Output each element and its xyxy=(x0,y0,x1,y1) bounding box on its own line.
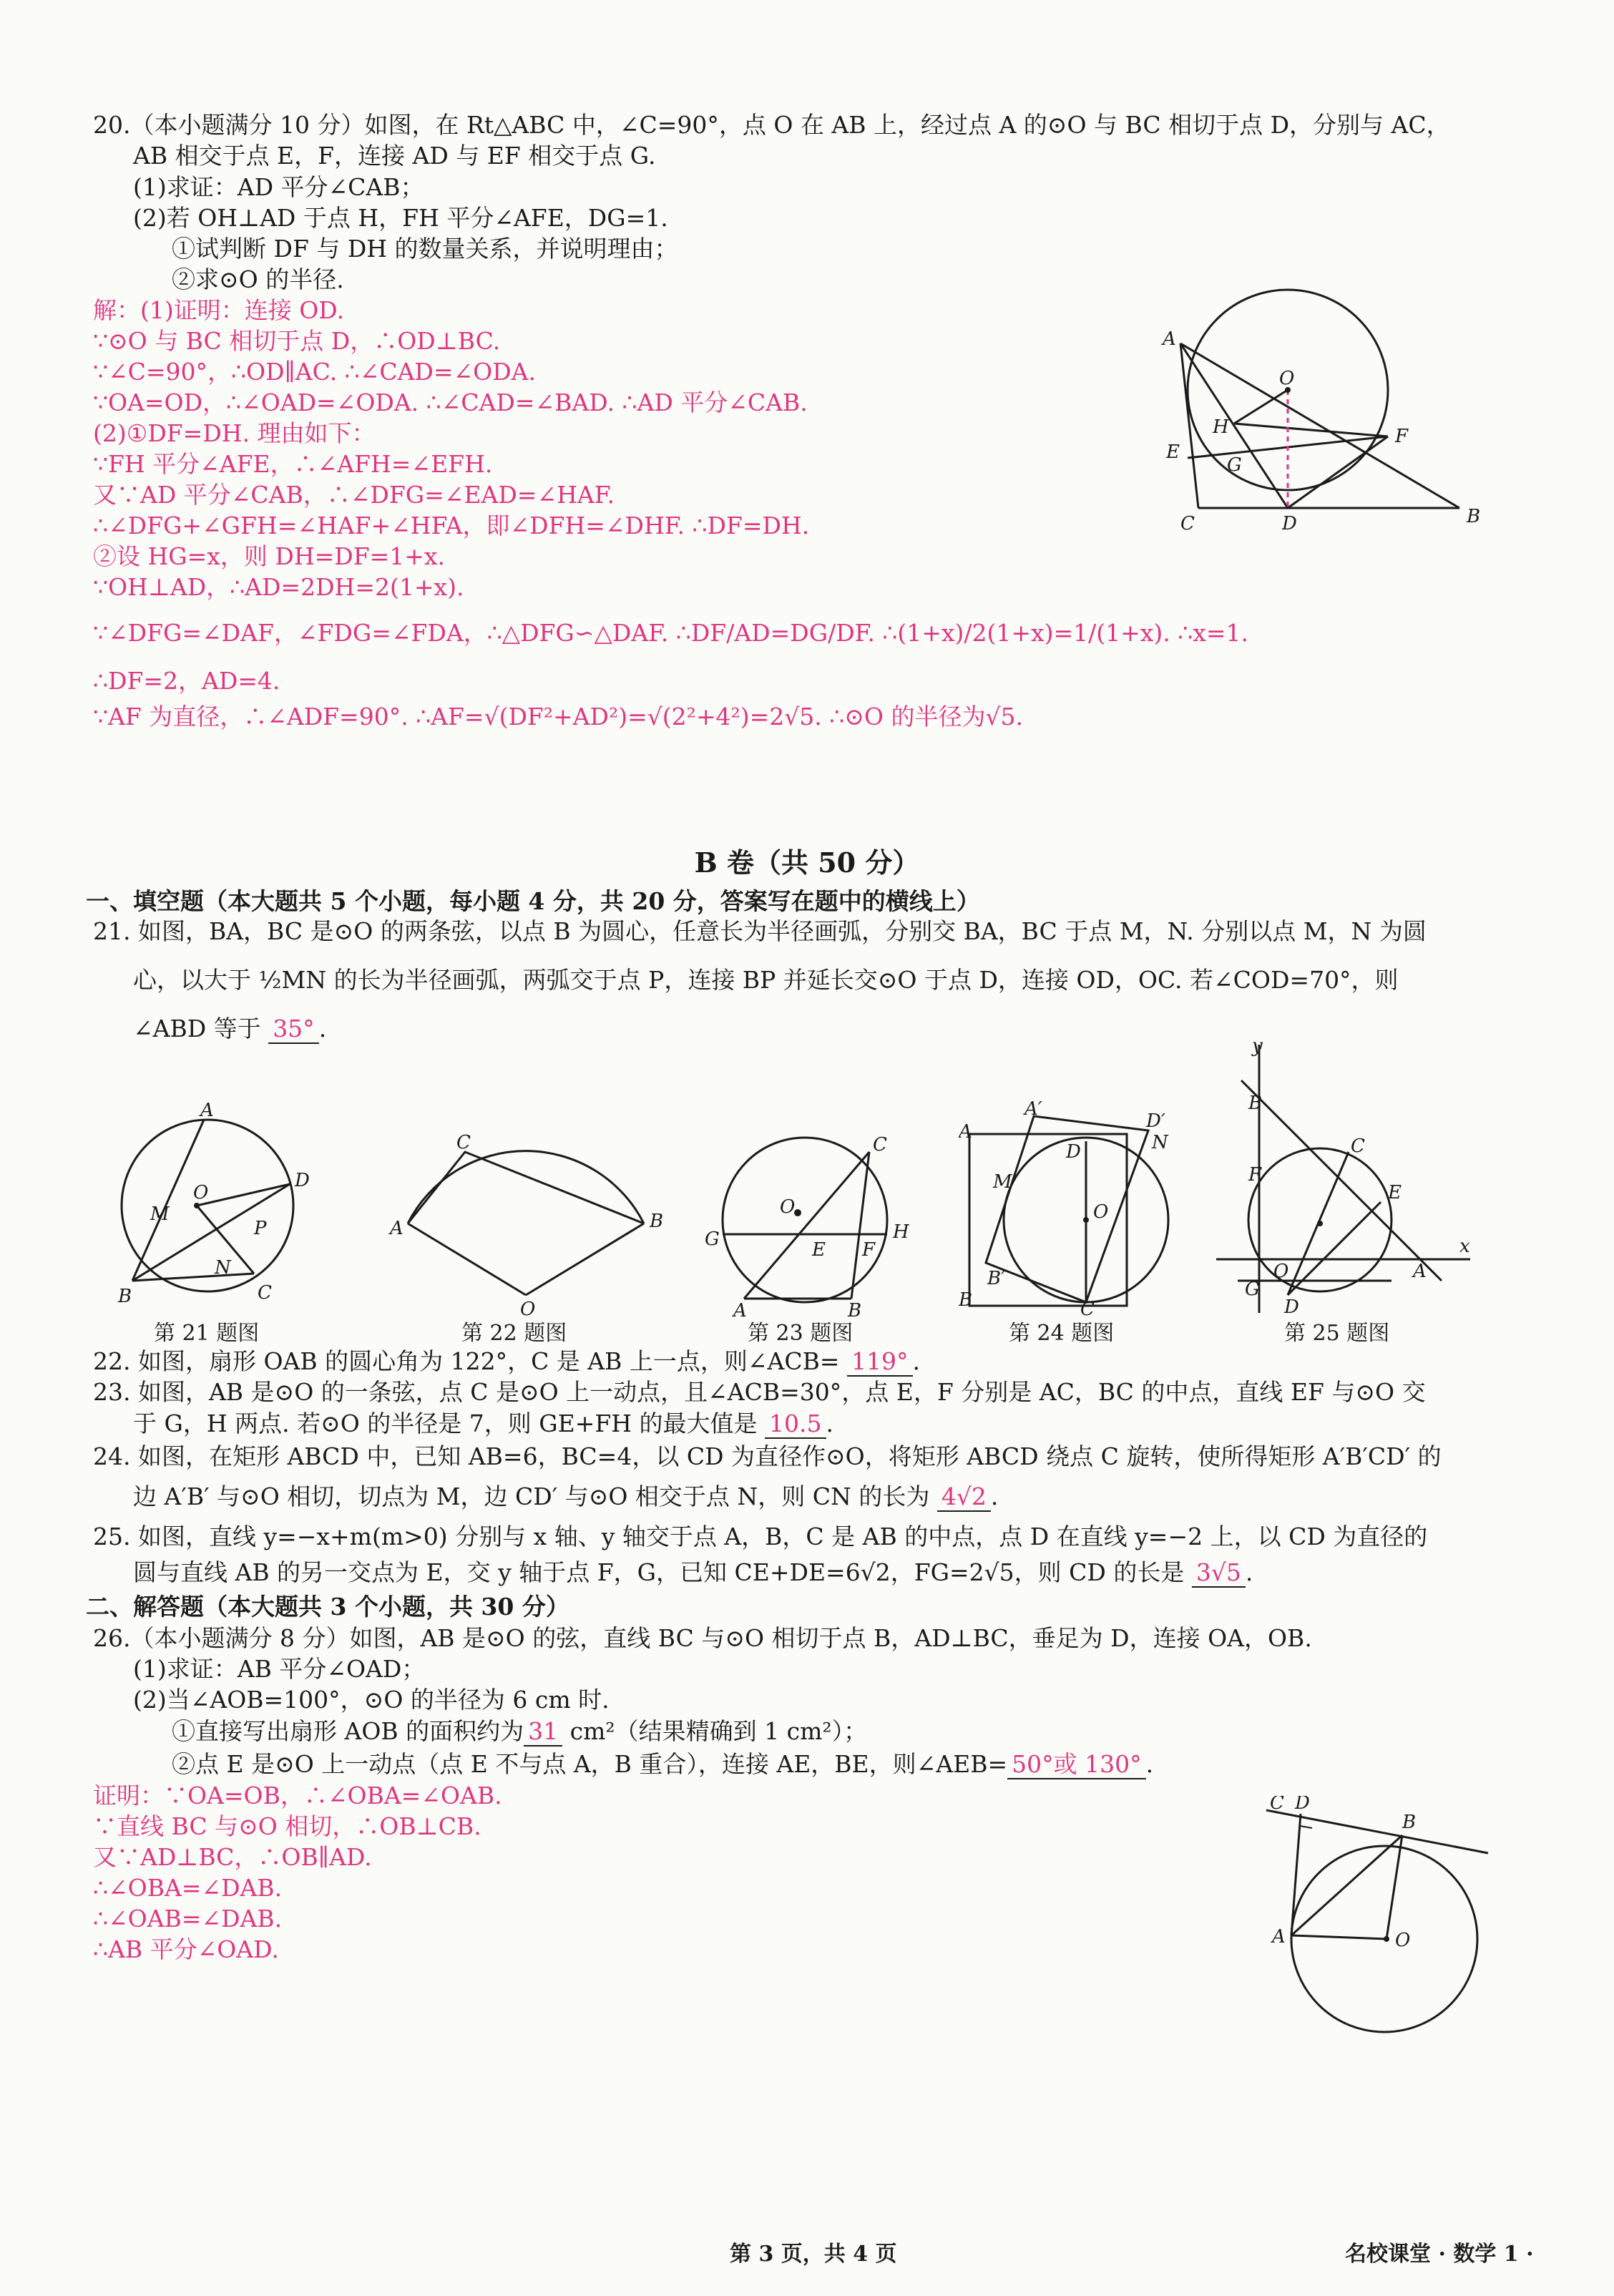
fig24-label: D xyxy=(1066,1141,1081,1163)
q26-part2a xyxy=(172,1717,867,1746)
fig26-label: B xyxy=(1402,1812,1417,1833)
q26-part2b-text: ②点 E 是⊙O 上一动点（点 E 不与点 A，B 重合），连接 AE，BE，则∠AEB= xyxy=(172,1750,1008,1778)
q20-solution-line: ∵∠C=90°，∴OD∥AC. ∴∠CAD=∠ODA. xyxy=(93,358,536,386)
q23-line2: 于 G，H 两点. 若⊙O 的半径是 7，则 GE+FH 的最大值是 10.5 . xyxy=(133,1410,834,1437)
fig25-label: y xyxy=(1252,1037,1263,1057)
q20-solution-line: ②设 HG=x，则 DH=DF=1+x. xyxy=(93,542,446,570)
fig20-label: F xyxy=(1395,426,1409,447)
q22-line: 22. 如图，扇形 OAB 的圆心角为 122°，C 是 AB 上一点，则∠ACB= 119° . xyxy=(93,1347,920,1375)
q25-figure xyxy=(1216,1037,1481,1316)
q20-solution-line: (2)①DF=DH. 理由如下： xyxy=(93,419,376,447)
q26-part2: (2)当∠AOB=100°，⊙O 的半径为 6 cm 时. xyxy=(133,1686,610,1714)
q20-solution-line: ∵OA=OD，∴∠OAD=∠ODA. ∴∠CAD=∠BAD. ∴AD 平分∠CAB. xyxy=(93,389,808,416)
fig24-label: A xyxy=(959,1121,972,1143)
q23-line1: 23. 如图，AB 是⊙O 的一条弦，点 C 是⊙O 上一动点，且∠ACB=30°，点 E，F 分别是 AC，BC 的中点，直线 EF 与⊙O 交 xyxy=(93,1378,1426,1406)
q21-line3: ∠ABD 等于 35° . xyxy=(133,1015,327,1042)
q26-figure xyxy=(1259,1796,1495,2046)
q20-solution-line: 解：(1)证明：连接 OD. xyxy=(93,296,345,324)
q24-line1: 24. 如图，在矩形 ABCD 中，已知 AB=6，BC=4，以 CD 为直径作⊙O，将矩形 ABCD 绕点 C 旋转，使所得矩形 A′B′CD′ 的 xyxy=(93,1442,1442,1470)
q26-part2b: ②点 E 是⊙O 上一动点（点 E 不与点 A，B 重合），连接 AE，BE，则∠AEB= 50°或 130° . xyxy=(172,1750,1154,1778)
fig25-label: E xyxy=(1388,1182,1402,1203)
fig26-label: D xyxy=(1295,1796,1310,1814)
q20-solution-line: ∵AF 为直径，∴∠ADF=90°. ∴AF=√(DF²+AD²)=√(2²+4²)=2√5. ∴⊙O 的半径为√5. xyxy=(93,703,1023,731)
fig20-label: H xyxy=(1213,416,1229,438)
q20-part2a: ①试判断 DF 与 DH 的数量关系，并说明理由； xyxy=(172,235,678,263)
q21-line1: 21. 如图，BA，BC 是⊙O 的两条弦，以点 B 为圆心，任意长为半径画弧，分别交 BA，BC 于点 M，N. 分别以点 M，N 为圆 xyxy=(93,917,1427,945)
fig21-label: O xyxy=(193,1182,209,1203)
fig25-label: A xyxy=(1413,1261,1427,1282)
q26-answer-angle: 50°或 130° xyxy=(1007,1750,1145,1779)
fig21-label: N xyxy=(215,1257,231,1279)
fig25-label: C xyxy=(1351,1135,1365,1157)
page-number: 第 3 页，共 4 页 xyxy=(730,2242,897,2267)
fig25-label: O xyxy=(1273,1261,1289,1282)
q20-part1: (1)求证：AD 平分∠CAB； xyxy=(133,173,424,201)
q24-line2: 边 A′B′ 与⊙O 相切，切点为 M，边 CD′ 与⊙O 相交于点 N，则 CN 的长为 4√2 . xyxy=(133,1482,999,1510)
caption-fig25: 第 25 题图 xyxy=(1284,1321,1390,1346)
fig21-label: D xyxy=(295,1170,310,1191)
part2-heading: 二、解答题（本大题共 3 个小题，共 30 分） xyxy=(86,1593,569,1621)
fig20-label: C xyxy=(1180,513,1195,534)
fig21-label: P xyxy=(254,1218,267,1239)
q26-part1: (1)求证：AB 平分∠OAD； xyxy=(133,1655,426,1683)
fig22-label: O xyxy=(520,1299,536,1316)
q21-answer: 35° xyxy=(268,1015,319,1044)
caption-fig24: 第 24 题图 xyxy=(1009,1321,1115,1346)
section-b-title: B 卷（共 50 分） xyxy=(694,846,920,879)
q22-text: 22. 如图，扇形 OAB 的圆心角为 122°，C 是 AB 上一点，则∠ACB= xyxy=(93,1347,840,1375)
caption-fig23: 第 23 题图 xyxy=(748,1321,854,1346)
q20-solution-line: ∴∠DFG+∠GFH=∠HAF+∠HFA，即∠DFH=∠DHF. ∴DF=DH. xyxy=(93,512,810,539)
fig23-label: F xyxy=(862,1239,876,1261)
q26-solution-line: 证明：∵OA=OB，∴∠OBA=∠OAB. xyxy=(93,1782,502,1809)
fig23-label: B xyxy=(848,1300,862,1316)
fig23-label: H xyxy=(893,1221,909,1243)
q24-figure xyxy=(959,1088,1188,1316)
part1-heading: 一、填空题（本大题共 5 个小题，每小题 4 分，共 20 分，答案写在题中的横线上） xyxy=(86,887,980,915)
fig25-label: B xyxy=(1248,1093,1263,1114)
q26-part2a-text: ①直接写出扇形 AOB 的面积约为 xyxy=(172,1717,524,1745)
fig25-label: G xyxy=(1245,1279,1260,1300)
fig26-label: C xyxy=(1270,1796,1284,1814)
brand-footer: 名校课堂 · 数学 1 · xyxy=(1345,2242,1534,2267)
q20-part2: (2)若 OH⊥AD 于点 H，FH 平分∠AFE，DG=1. xyxy=(133,204,668,232)
fig24-label: C xyxy=(1080,1299,1095,1316)
q22-figure xyxy=(386,1130,672,1316)
q21-line2: 心，以大于 ½MN 的长为半径画弧，两弧交于点 P，连接 BP 并延长交⊙O 于点 D，连接 OD，OC. 若∠COD=70°，则 xyxy=(133,966,1399,994)
q25-answer: 3√5 xyxy=(1192,1558,1246,1588)
q23-answer: 10.5 xyxy=(765,1410,826,1439)
q25-line2-text: 圆与直线 AB 的另一交点为 E，交 y 轴于点 F，G，已知 CE+DE=6√2，FG=2√5，则 CD 的长是 xyxy=(133,1558,1185,1586)
q26-part2a-tail: cm²（结果精确到 1 cm²）； xyxy=(562,1717,868,1745)
q24-answer: 4√2 xyxy=(937,1482,991,1512)
fig24-label: D′ xyxy=(1146,1110,1165,1132)
q26-solution-line: ∴AB 平分∠OAD. xyxy=(93,1935,279,1963)
fig25-label: D xyxy=(1284,1296,1299,1316)
q26-solution-line: ∴∠OAB=∠DAB. xyxy=(93,1905,283,1933)
q20-solution-line: 又∵AD 平分∠CAB，∴∠DFG=∠EAD=∠HAF. xyxy=(93,481,615,509)
q25-line1: 25. 如图，直线 y=−x+m(m>0) 分别与 x 轴、y 轴交于点 A，B，C 是 AB 的中点，点 D 在直线 y=−2 上，以 CD 为直径的 xyxy=(93,1523,1428,1550)
fig21-label: C xyxy=(258,1282,272,1304)
fig20-label: A xyxy=(1163,328,1176,350)
q20-part2b: ②求⊙O 的半径. xyxy=(172,265,344,293)
q20-stem-line2: AB 相交于点 E，F，连接 AD 与 EF 相交于点 G. xyxy=(133,142,656,170)
fig20-label: B xyxy=(1467,506,1481,527)
fig20-label: O xyxy=(1279,368,1295,389)
q26-solution-line: 又∵AD⊥BC，∴OB∥AD. xyxy=(93,1843,372,1871)
fig26-label: O xyxy=(1395,1930,1411,1951)
fig24-label: B′ xyxy=(987,1268,1006,1289)
fig26-label: A xyxy=(1272,1926,1286,1948)
fig23-label: O xyxy=(780,1196,796,1218)
fig22-label: A xyxy=(390,1218,404,1239)
fig23-label: C xyxy=(873,1134,887,1156)
q20-solution-line: ∵FH 平分∠AFE，∴∠AFH=∠EFH. xyxy=(93,450,493,478)
fig21-label: B xyxy=(118,1286,132,1307)
fig20-label: D xyxy=(1282,513,1297,534)
q21-line3-text: ∠ABD 等于 xyxy=(133,1015,261,1042)
q22-answer: 119° xyxy=(847,1347,913,1377)
fig24-label: O xyxy=(1093,1201,1109,1223)
fig25-label: x xyxy=(1459,1236,1470,1257)
fig20-label: G xyxy=(1227,454,1242,476)
fig23-label: E xyxy=(812,1239,826,1261)
fig23-label: G xyxy=(705,1228,720,1250)
q24-line2-text: 边 A′B′ 与⊙O 相切，切点为 M，边 CD′ 与⊙O 相交于点 N，则 CN 的长为 xyxy=(133,1482,930,1510)
q20-stem-line1: 20.（本小题满分 10 分）如图，在 Rt△ABC 中，∠C=90°，点 O 在 AB 上，经过点 A 的⊙O 与 BC 相切于点 D，分别与 AC， xyxy=(93,111,1450,139)
q20-solution-line: ∵∠DFG=∠DAF，∠FDG=∠FDA，∴△DFG∽△DAF. ∴DF/AD=DG/DF. ∴(1+x)/2(1+x)=1/(1+x). ∴x=1. xyxy=(93,619,1249,647)
fig24-label: M xyxy=(993,1171,1012,1193)
fig24-label: B xyxy=(959,1289,973,1311)
caption-fig21: 第 21 题图 xyxy=(154,1321,260,1346)
q20-figure xyxy=(1159,286,1495,537)
q23-figure xyxy=(701,1123,916,1316)
q20-solution-line: ∵⊙O 与 BC 相切于点 D，∴OD⊥BC. xyxy=(93,327,501,355)
fig24-label: A′ xyxy=(1024,1098,1042,1120)
fig20-label: E xyxy=(1166,441,1180,463)
q26-answer-area: 31 xyxy=(524,1717,562,1747)
q23-line2-text: 于 G，H 两点. 若⊙O 的半径是 7，则 GE+FH 的最大值是 xyxy=(133,1410,758,1437)
q26-stem: 26.（本小题满分 8 分）如图，AB 是⊙O 的弦，直线 BC 与⊙O 相切于点 B，AD⊥BC，垂足为 D，连接 OA，OB. xyxy=(93,1624,1312,1652)
q20-solution-line: ∵OH⊥AD，∴AD=2DH=2(1+x). xyxy=(93,573,464,601)
q26-solution-line: ∵直线 BC 与⊙O 相切，∴OB⊥CB. xyxy=(93,1812,481,1840)
fig23-label: A xyxy=(733,1300,747,1316)
fig22-label: B xyxy=(650,1211,664,1232)
q21-figure xyxy=(100,1102,336,1309)
caption-fig22: 第 22 题图 xyxy=(461,1321,567,1346)
q26-solution-line: ∴∠OBA=∠DAB. xyxy=(93,1874,283,1902)
fig22-label: C xyxy=(456,1132,471,1153)
q20-solution-line: ∴DF=2，AD=4. xyxy=(93,667,280,695)
q25-line2: 圆与直线 AB 的另一交点为 E，交 y 轴于点 F，G，已知 CE+DE=6√2，FG=2√5，则 CD 的长是 3√5 . xyxy=(133,1558,1253,1586)
fig24-label: N xyxy=(1152,1132,1168,1153)
fig25-label: F xyxy=(1248,1164,1262,1186)
fig21-label: A xyxy=(200,1102,214,1121)
fig21-label: M xyxy=(150,1203,170,1225)
